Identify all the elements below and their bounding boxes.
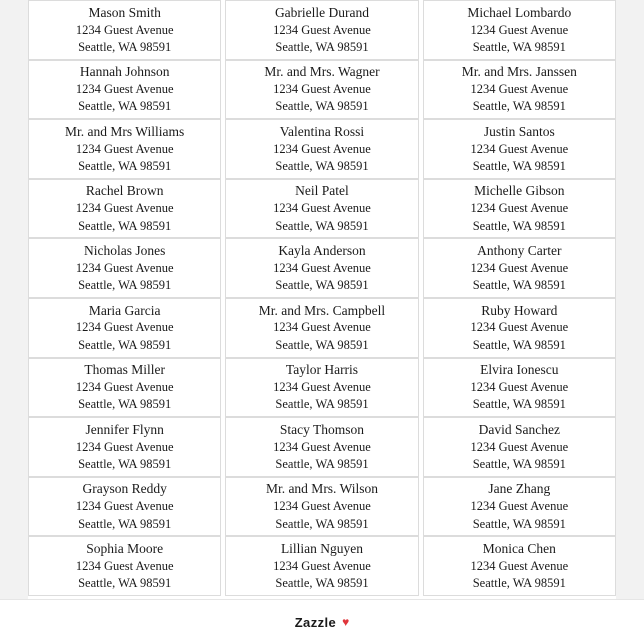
- label-address-line2: Seattle, WA 98591: [78, 456, 172, 471]
- label-address-line2: Seattle, WA 98591: [472, 576, 566, 591]
- address-label: [28, 417, 221, 477]
- label-address-line1: 1234 Guest Avenue: [273, 201, 371, 216]
- address-label: [423, 238, 616, 298]
- label-recipient-name: Mr. and Mrs. Wagner: [264, 64, 380, 80]
- label-address-line1: 1234 Guest Avenue: [470, 22, 569, 37]
- address-label: [28, 477, 221, 537]
- label-recipient-name: Maria Garcia: [88, 302, 161, 318]
- label-recipient-name: Mr. and Mrs. Janssen: [461, 64, 577, 80]
- label-address-line2: Seattle, WA 98591: [275, 99, 369, 114]
- sheet-left-margin: [0, 0, 28, 644]
- address-label: [28, 119, 221, 179]
- label-address-line2: Seattle, WA 98591: [472, 99, 566, 114]
- label-address-line1: 1234 Guest Avenue: [273, 320, 371, 335]
- label-recipient-name: Sophia Moore: [86, 540, 164, 556]
- label-recipient-name: Ruby Howard: [481, 302, 558, 318]
- address-label: [423, 179, 616, 239]
- sheet-right-margin: [616, 0, 644, 644]
- label-address-line1: 1234 Guest Avenue: [75, 558, 174, 573]
- label-address-line1: 1234 Guest Avenue: [75, 320, 174, 335]
- label-address-line2: Seattle, WA 98591: [275, 456, 369, 471]
- label-address-line1: 1234 Guest Avenue: [75, 22, 174, 37]
- label-address-line2: Seattle, WA 98591: [78, 397, 172, 412]
- label-address-line2: Seattle, WA 98591: [275, 158, 369, 173]
- label-recipient-name: Kayla Anderson: [278, 242, 366, 258]
- label-address-line1: 1234 Guest Avenue: [75, 439, 174, 454]
- label-address-line2: Seattle, WA 98591: [78, 218, 172, 233]
- address-label: [28, 238, 221, 298]
- label-address-line1: 1234 Guest Avenue: [75, 380, 174, 395]
- label-address-line1: 1234 Guest Avenue: [470, 499, 569, 514]
- label-address-line2: Seattle, WA 98591: [275, 337, 369, 352]
- label-recipient-name: Hannah Johnson: [79, 64, 170, 80]
- label-address-line2: Seattle, WA 98591: [275, 278, 369, 293]
- label-address-line1: 1234 Guest Avenue: [470, 141, 569, 156]
- label-address-line2: Seattle, WA 98591: [472, 278, 566, 293]
- address-label: [28, 179, 221, 239]
- label-recipient-name: Mason Smith: [88, 4, 161, 20]
- heart-icon: ♥: [342, 615, 350, 629]
- label-address-line1: 1234 Guest Avenue: [75, 201, 174, 216]
- label-address-line2: Seattle, WA 98591: [78, 99, 172, 114]
- label-address-line2: Seattle, WA 98591: [78, 39, 172, 54]
- label-recipient-name: Justin Santos: [483, 123, 555, 139]
- label-address-line1: 1234 Guest Avenue: [273, 439, 371, 454]
- label-recipient-name: Thomas Miller: [84, 362, 165, 378]
- address-label: [225, 477, 418, 537]
- label-address-line1: 1234 Guest Avenue: [273, 499, 371, 514]
- label-address-line1: 1234 Guest Avenue: [470, 439, 569, 454]
- label-recipient-name: Anthony Carter: [477, 242, 562, 258]
- address-label: [423, 119, 616, 179]
- label-recipient-name: Jennifer Flynn: [85, 421, 164, 437]
- address-label: [423, 60, 616, 120]
- label-recipient-name: Jane Zhang: [488, 481, 551, 497]
- address-label: [225, 119, 418, 179]
- label-address-line2: Seattle, WA 98591: [472, 456, 566, 471]
- label-address-line2: Seattle, WA 98591: [472, 39, 566, 54]
- label-address-line2: Seattle, WA 98591: [472, 516, 566, 531]
- label-recipient-name: Mr. and Mrs. Campbell: [258, 302, 386, 318]
- label-address-line2: Seattle, WA 98591: [472, 397, 566, 412]
- label-recipient-name: Gabrielle Durand: [274, 4, 370, 20]
- label-address-line1: 1234 Guest Avenue: [273, 22, 371, 37]
- label-address-line1: 1234 Guest Avenue: [470, 380, 569, 395]
- address-label: [225, 60, 418, 120]
- label-recipient-name: Nicholas Jones: [83, 242, 166, 258]
- label-recipient-name: Valentina Rossi: [279, 123, 365, 139]
- label-recipient-name: Stacy Thomson: [279, 421, 365, 437]
- address-label: [423, 298, 616, 358]
- label-address-line1: 1234 Guest Avenue: [75, 141, 174, 156]
- label-recipient-name: Elvira Ionescu: [480, 362, 559, 378]
- label-recipient-name: David Sanchez: [478, 421, 560, 437]
- label-address-line2: Seattle, WA 98591: [275, 397, 369, 412]
- label-address-line2: Seattle, WA 98591: [78, 278, 172, 293]
- label-address-line2: Seattle, WA 98591: [472, 158, 566, 173]
- label-recipient-name: Rachel Brown: [85, 183, 164, 199]
- label-recipient-name: Mr. and Mrs. Wilson: [265, 481, 379, 497]
- label-address-line2: Seattle, WA 98591: [275, 218, 369, 233]
- label-address-line1: 1234 Guest Avenue: [273, 141, 371, 156]
- label-address-line2: Seattle, WA 98591: [78, 516, 172, 531]
- address-label: [225, 179, 418, 239]
- label-recipient-name: Mr. and Mrs Williams: [65, 123, 185, 139]
- label-address-line1: 1234 Guest Avenue: [75, 82, 174, 97]
- label-recipient-name: Michelle Gibson: [474, 183, 565, 199]
- label-address-line1: 1234 Guest Avenue: [273, 380, 371, 395]
- address-label: [225, 536, 418, 596]
- label-address-line2: Seattle, WA 98591: [275, 576, 369, 591]
- label-address-line1: 1234 Guest Avenue: [470, 558, 569, 573]
- address-label: [28, 0, 221, 60]
- label-address-line1: 1234 Guest Avenue: [273, 260, 371, 275]
- label-address-line2: Seattle, WA 98591: [78, 337, 172, 352]
- label-address-line1: 1234 Guest Avenue: [470, 260, 569, 275]
- address-label: [423, 358, 616, 418]
- address-label: [225, 238, 418, 298]
- label-recipient-name: Grayson Reddy: [82, 481, 167, 497]
- label-address-line1: 1234 Guest Avenue: [273, 558, 371, 573]
- label-address-line1: 1234 Guest Avenue: [75, 260, 174, 275]
- address-label: [225, 358, 418, 418]
- label-recipient-name: Monica Chen: [482, 540, 556, 556]
- label-address-line1: 1234 Guest Avenue: [470, 82, 569, 97]
- address-label: [28, 358, 221, 418]
- label-address-line2: Seattle, WA 98591: [78, 158, 172, 173]
- label-recipient-name: Taylor Harris: [285, 362, 359, 378]
- label-address-line1: 1234 Guest Avenue: [470, 320, 569, 335]
- label-address-line2: Seattle, WA 98591: [275, 516, 369, 531]
- address-label: [423, 0, 616, 60]
- address-label: [28, 536, 221, 596]
- address-label: [225, 417, 418, 477]
- label-address-line2: Seattle, WA 98591: [472, 337, 566, 352]
- label-address-line2: Seattle, WA 98591: [78, 576, 172, 591]
- address-label: [28, 298, 221, 358]
- label-recipient-name: Michael Lombardo: [467, 4, 572, 20]
- address-label: [423, 536, 616, 596]
- address-label: [28, 60, 221, 120]
- zazzle-logo: Zazzle: [294, 614, 337, 630]
- label-address-line2: Seattle, WA 98591: [275, 39, 369, 54]
- label-address-line1: 1234 Guest Avenue: [75, 499, 174, 514]
- label-address-line1: 1234 Guest Avenue: [273, 82, 371, 97]
- label-recipient-name: Lillian Nguyen: [280, 540, 364, 556]
- address-label: [225, 298, 418, 358]
- brand-footer: [0, 599, 644, 644]
- address-label: [225, 0, 418, 60]
- address-label: [423, 417, 616, 477]
- address-label: [423, 477, 616, 537]
- label-address-line2: Seattle, WA 98591: [472, 218, 566, 233]
- label-address-line1: 1234 Guest Avenue: [470, 201, 569, 216]
- label-recipient-name: Neil Patel: [295, 183, 349, 199]
- address-label-grid: [28, 0, 616, 600]
